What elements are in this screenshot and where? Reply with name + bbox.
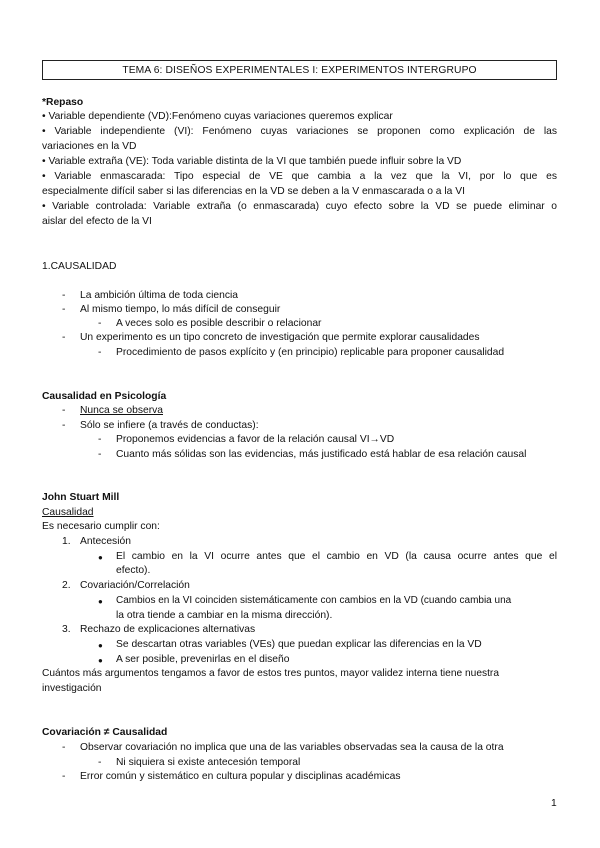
list-number: 1. [62, 536, 71, 547]
list-item: Cambios en la VI coinciden sistemáticamente con cambios en la VD (cuando cambia una [116, 595, 512, 606]
dash-bullet: - [62, 420, 66, 431]
mill-heading: John Stuart Mill [42, 492, 120, 503]
bullet-icon: ● [98, 656, 103, 665]
list-number: 2. [62, 580, 71, 591]
list-item: Un experimento es un tipo concreto de investigación que permite explorar causalidades [80, 332, 480, 343]
repaso-heading: *Repaso [42, 97, 84, 108]
repaso-line: • Variable independiente (VI): Fenómeno cuyas variaciones se proponen como explicación de las [42, 126, 557, 137]
page-number: 1 [551, 798, 557, 809]
list-item: Covariación/Correlación [80, 580, 190, 591]
dash-bullet: - [62, 304, 66, 315]
list-item: La ambición última de toda ciencia [80, 290, 238, 301]
repaso-line: • Variable controlada: Variable extraña (o enmascarada) cuyo efecto sobre la VD se puede eliminar o [42, 201, 557, 212]
mill-conclusion: investigación [42, 683, 102, 694]
mill-subheading: Causalidad [42, 507, 94, 518]
list-item: la otra tiende a cambiar en la misma dirección). [116, 610, 333, 621]
list-item: Al mismo tiempo, lo más difícil de conseguir [80, 304, 281, 315]
list-item: Procedimiento de pasos explícito y (en principio) replicable para proponer causalidad [116, 347, 505, 358]
dash-bullet: - [62, 742, 66, 753]
list-item: Nunca se observa [80, 405, 163, 416]
list-item: El cambio en la VI ocurre antes que el cambio en VD (la causa ocurre antes que el [116, 551, 557, 562]
repaso-line: aislar del efecto de la VI [42, 216, 152, 227]
list-item: A ser posible, prevenirlas en el diseño [116, 654, 290, 665]
bullet-icon: ● [98, 597, 103, 606]
bullet-icon: ● [98, 553, 103, 562]
repaso-line: • Variable dependiente (VD):Fenómeno cuyas variaciones queremos explicar [42, 111, 393, 122]
repaso-line: variaciones en la VD [42, 141, 137, 152]
list-number: 3. [62, 624, 71, 635]
dash-bullet: - [98, 434, 102, 445]
page-title: TEMA 6: DISEÑOS EXPERIMENTALES I: EXPERIMENTOS INTERGRUPO [42, 60, 557, 80]
list-item: Proponemos evidencias a favor de la relación causal VI→VD [116, 434, 395, 445]
list-item: Observar covariación no implica que una de las variables observadas sea la causa de la otra [80, 742, 504, 753]
dash-bullet: - [62, 405, 66, 416]
covariacion-heading: Covariación ≠ Causalidad [42, 727, 168, 738]
list-item: Ni siquiera si existe antecesión temporal [116, 757, 301, 768]
dash-bullet: - [98, 318, 102, 329]
dash-bullet: - [98, 449, 102, 460]
causalidad-heading: 1.CAUSALIDAD [42, 261, 117, 272]
list-item: Se descartan otras variables (VEs) que puedan explicar las diferencias en la VD [116, 639, 482, 650]
list-item: Antecesión [80, 536, 131, 547]
list-item: A veces solo es posible describir o relacionar [116, 318, 322, 329]
mill-conclusion: Cuántos más argumentos tengamos a favor de estos tres puntos, mayor validez interna tiene nuestra [42, 668, 499, 679]
dash-bullet: - [62, 290, 66, 301]
list-item: Rechazo de explicaciones alternativas [80, 624, 256, 635]
dash-bullet: - [62, 332, 66, 343]
bullet-icon: ● [98, 641, 103, 650]
repaso-line: especialmente difícil saber si las diferencias en la VD se deben a la V enmascarada o a la VI [42, 186, 465, 197]
repaso-line: • Variable enmascarada: Tipo especial de VE que cambia a la vez que la VI, por lo que es [42, 171, 557, 182]
psicologia-heading: Causalidad en Psicología [42, 391, 167, 402]
repaso-line: • Variable extraña (VE): Toda variable distinta de la VI que también puede influir sobre la VD [42, 156, 462, 167]
dash-bullet: - [62, 771, 66, 782]
mill-intro: Es necesario cumplir con: [42, 521, 160, 532]
list-item: Error común y sistemático en cultura popular y disciplinas académicas [80, 771, 401, 782]
list-item: efecto). [116, 565, 151, 576]
list-item: Sólo se infiere (a través de conductas): [80, 420, 259, 431]
dash-bullet: - [98, 347, 102, 358]
dash-bullet: - [98, 757, 102, 768]
list-item: Cuanto más sólidas son las evidencias, más justificado está hablar de esa relación causal [116, 449, 527, 460]
